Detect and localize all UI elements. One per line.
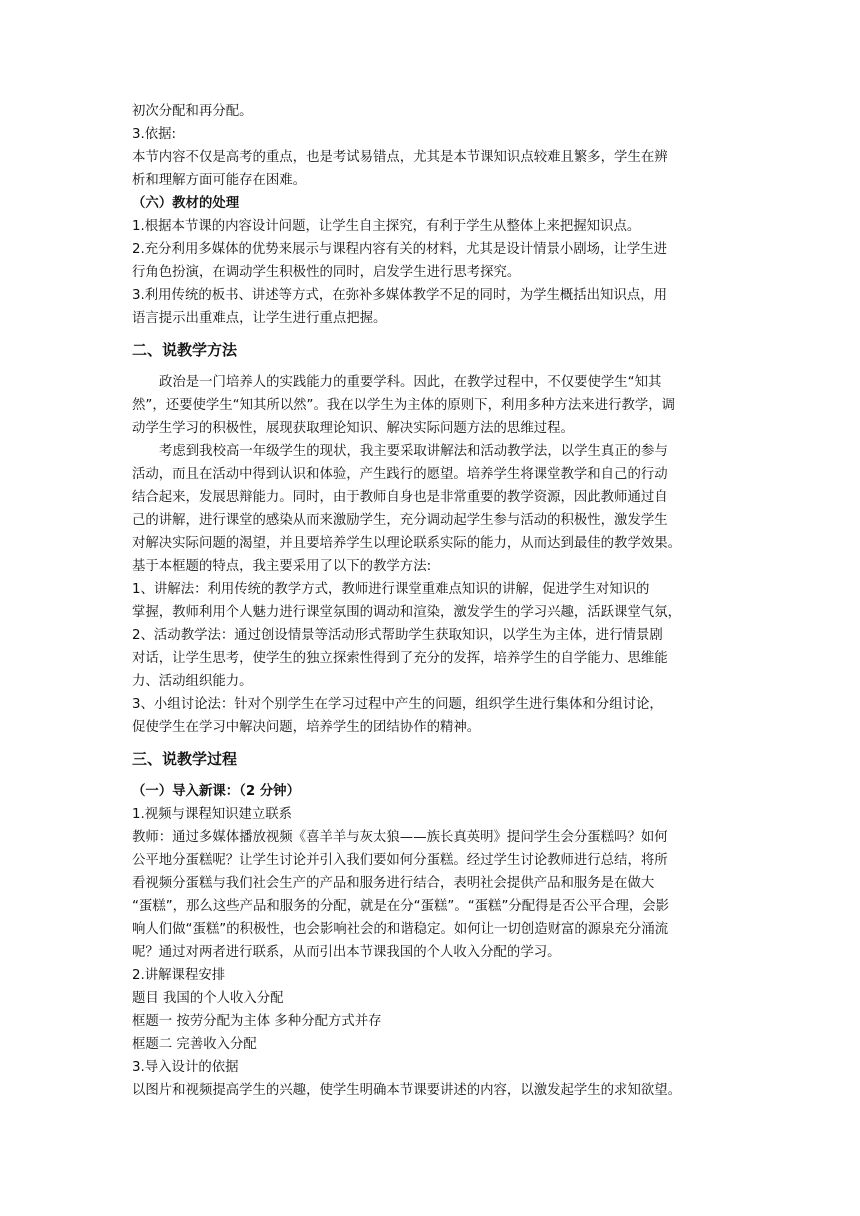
text-line: 1.视频与课程知识建立联系: [132, 807, 293, 822]
text-line: 政治是一门培养人的实践能力的重要学科。因此，在教学过程中，不仅要使学生“知其: [159, 375, 662, 390]
text-line: 语言提示出重难点，让学生进行重点把握。: [132, 311, 387, 326]
chapter-heading: 三、说教学过程: [132, 750, 238, 768]
chapter-heading: 二、说教学方法: [132, 341, 238, 359]
text-line: 3.导入设计的依据: [132, 1060, 239, 1075]
text-line: 响人们做“蛋糕”的积极性，也会影响社会的和谐稳定。如何让一切创造财富的源泉充分涌流: [132, 922, 669, 937]
text-line: 然”，还要使学生“知其所以然”。我在以学生为主体的原则下，利用多种方法来进行教学，调: [132, 398, 676, 413]
text-line: 框题二 完善收入分配: [132, 1037, 257, 1052]
text-line: “蛋糕”，那么这些产品和服务的分配，就是在分“蛋糕”。“蛋糕”分配得是否公平合理，会影: [132, 899, 670, 914]
section-heading: （六）教材的处理: [132, 196, 240, 211]
text-line: 结合起来，发展思辩能力。同时，由于教师自身也是非常重要的教学资源，因此教师通过自: [132, 490, 668, 505]
text-line: 活动，而且在活动中得到认识和体验，产生践行的愿望。培养学生将课堂教学和自己的行动: [132, 467, 668, 482]
text-line: 基于本框题的特点，我主要采用了以下的教学方法:: [132, 559, 432, 574]
text-line: 3、小组讨论法：针对个别学生在学习过程中产生的问题，组织学生进行集体和分组讨论，: [132, 697, 663, 712]
text-line: 教师：通过多媒体播放视频《喜羊羊与灰太狼——族长真英明》提问学生会分蛋糕吗？如何: [132, 830, 668, 845]
text-line: 对话，让学生思考，使学生的独立探索性得到了充分的发挥，培养学生的自学能力、思维能: [132, 651, 668, 666]
text-line: 呢？通过对两者进行联系，从而引出本节课我国的个人收入分配的学习。: [132, 945, 561, 960]
text-line: 框题一 按劳分配为主体 多种分配方式并存: [132, 1014, 382, 1029]
text-line: 促使学生在学习中解决问题，培养学生的团结协作的精神。: [132, 720, 481, 735]
text-line: 考虑到我校高一年级学生的现状，我主要采取讲解法和活动教学法，以学生真正的参与: [159, 444, 668, 459]
text-line: 以图片和视频提高学生的兴趣，使学生明确本节课要讲述的内容，以激发起学生的求知欲望。: [132, 1083, 682, 1098]
text-line: 行角色扮演，在调动学生积极性的同时，启发学生进行思考探究。: [132, 265, 521, 280]
text-line: 看视频分蛋糕与我们社会生产的产品和服务进行结合，表明社会提供产品和服务是在做大: [132, 876, 655, 891]
text-line: 2.充分利用多媒体的优势来展示与课程内容有关的材料，尤其是设计情景小剧场，让学生进: [132, 242, 668, 257]
text-line: 对解决实际问题的渴望，并且要培养学生以理论联系实际的能力，从而达到最佳的教学效果。: [132, 536, 682, 551]
text-line: 初次分配和再分配。: [132, 104, 253, 119]
text-line: 2、活动教学法：通过创设情景等活动形式帮助学生获取知识，以学生为主体，进行情景剧: [132, 628, 663, 643]
text-line: 动学生学习的积极性，展现获取理论知识、解决实际问题方法的思维过程。: [132, 421, 574, 436]
text-line: 3.利用传统的板书、讲述等方式，在弥补多媒体教学不足的同时，为学生概括出知识点，用: [132, 288, 668, 303]
text-line: 题目 我国的个人收入分配: [132, 991, 284, 1006]
text-line: 掌握，教师利用个人魅力进行课堂氛围的调动和渲染，激发学生的学习兴趣，活跃课堂气氛，: [132, 605, 682, 620]
text-line: 2.讲解课程安排: [132, 968, 226, 983]
text-line: 本节内容不仅是高考的重点，也是考试易错点，尤其是本节课知识点较难且繁多，学生在辨: [132, 150, 668, 165]
text-line: 1.根据本节课的内容设计问题，让学生自主探究，有利于学生从整体上来把握知识点。: [132, 219, 641, 234]
text-line: 己的讲解，进行课堂的感染从而来激励学生，充分调动起学生参与活动的积极性，激发学生: [132, 513, 668, 528]
document-page: [132, 100, 736, 1102]
text-line: 3.依据:: [132, 127, 177, 142]
text-line: 析和理解方面可能存在困难。: [132, 173, 307, 188]
text-line: 力、活动组织能力。: [132, 674, 253, 689]
text-line: 公平地分蛋糕呢？让学生讨论并引入我们要如何分蛋糕。经过学生讨论教师进行总结，将所: [132, 853, 668, 868]
section-heading: （一）导入新课：（2 分钟）: [132, 784, 300, 799]
text-line: 1、讲解法：利用传统的教学方式，教师进行课堂重难点知识的讲解，促进学生对知识的: [132, 582, 650, 597]
